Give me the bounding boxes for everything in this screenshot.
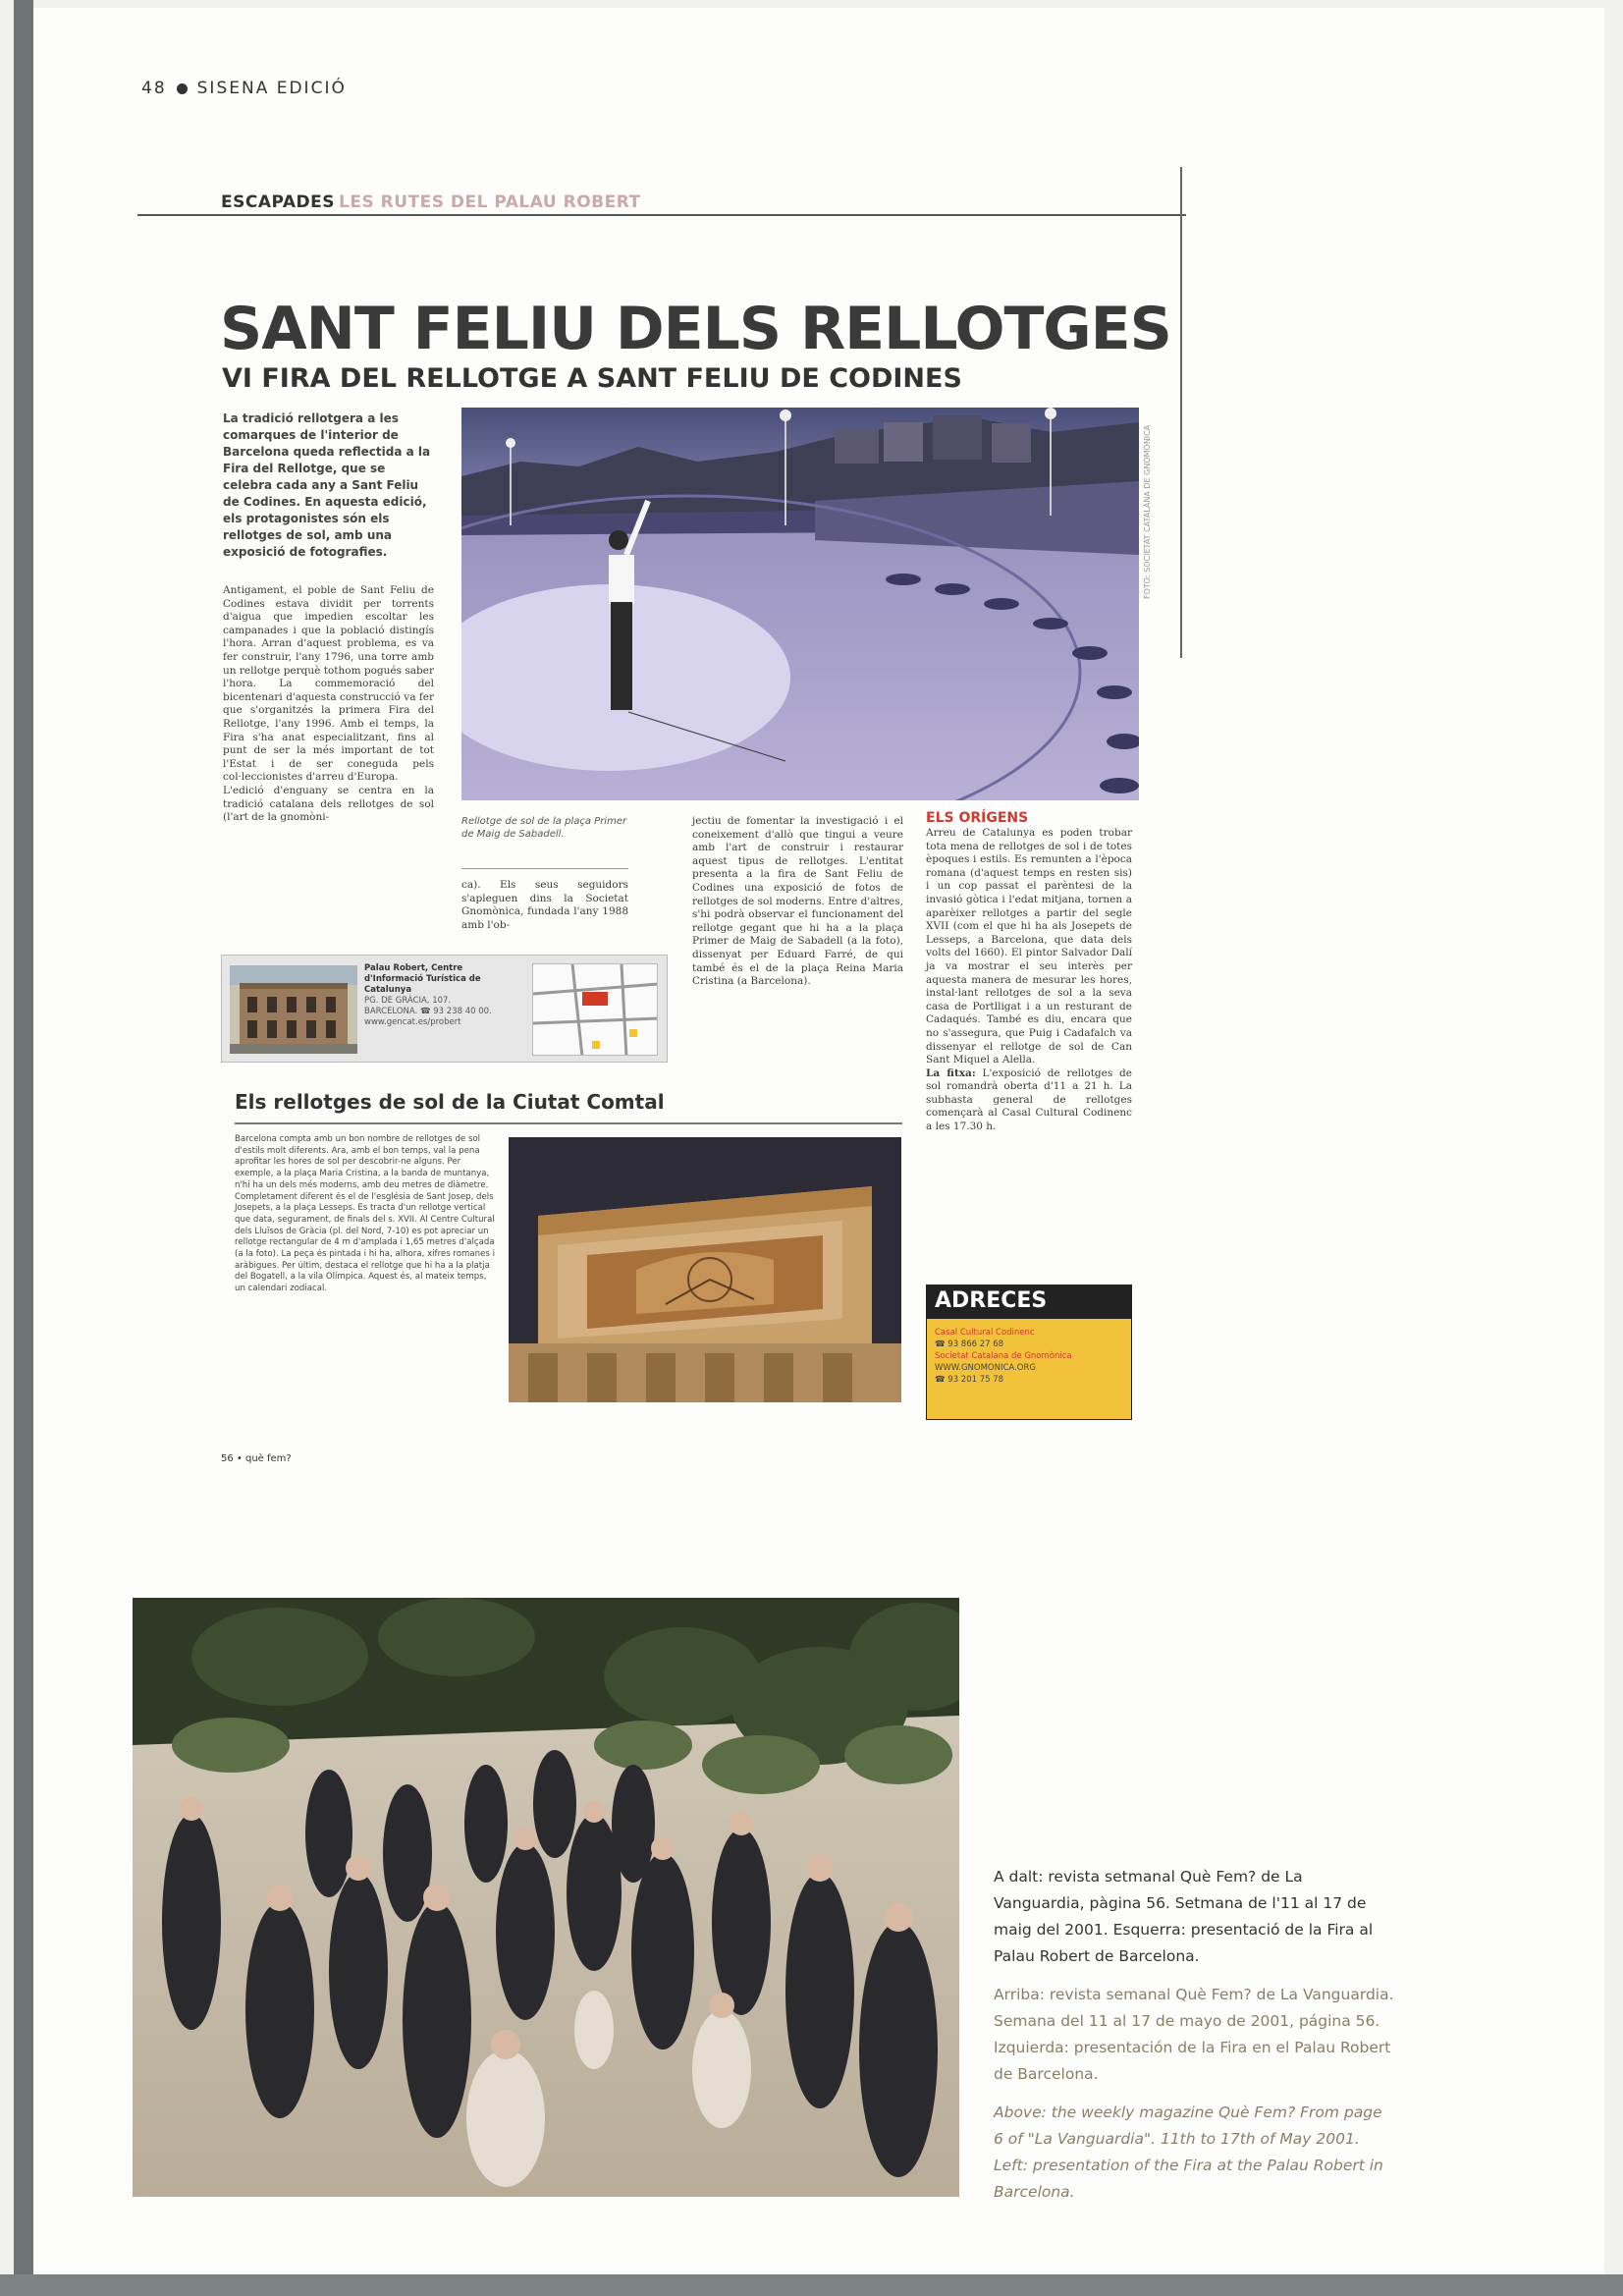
address-society-phone: ☎ 93 201 75 78 <box>935 1375 1004 1385</box>
photo-caption: Rellotge de sol de la plaça Primer de Maig de Sabadell. <box>461 816 627 840</box>
city-sundials-text: Barcelona compta amb un bon nombre de rellotges de sol d'estils molt diferents. Ara, amb el bon temps, val la pena aprofitar les hores de sol per descobrir-ne alguns. Per exemple, a la plaça Maria Cristina, a la banda de muntanya, n'hi ha un dels més moderns, amb deu metres de diàmetre. Completament diferent és el de l'església de Sant Josep, dels Josepets, a la plaça Lesseps. Es tracta d'un rellotge vertical que data, segurament, de finals del s. XVII. Al Centre Cultural dels Lluïsos de Gràcia (pl. del Nord, 7-10) es pot apreciar un rellotge rectangular de 4 m d'amplada i 1,65 metres d'alçada (a la foto). La peça és pintada i hi ha, alhora, xifres romanes i aràbigues. Per últim, destaca el rellotge que hi ha a la platja del Bogatell, a la vila Olímpica. Aquest és, al mateix temps, un calendari zodiacal. <box>235 1134 495 1294</box>
section-subtitle: LES RUTES DEL PALAU ROBERT <box>339 192 641 212</box>
city-sundials-rule <box>235 1122 902 1124</box>
palau-robert-photo <box>230 965 357 1054</box>
section-name: ESCAPADES <box>221 192 336 212</box>
scan-bottom-edge <box>0 2274 1623 2296</box>
lead-paragraph: La tradició rellotgera a les comarques de l'interior de Barcelona queda reflectida a la Fira del Rellotge, que se celebra cada any a Sant Feliu de Codines. En aquesta edició, els protagonistes són els rellotges de sol, amb una exposició de fotografies. <box>223 411 431 559</box>
page-number: 48 <box>141 79 167 98</box>
origins-column <box>926 827 1132 1134</box>
palau-robert-infobox <box>221 955 668 1063</box>
magazine-clipping <box>137 167 1186 1473</box>
scan-binding-edge <box>14 0 33 2296</box>
infobox-address: PG. DE GRÀCIA, 107. <box>364 996 452 1006</box>
body-column-1 <box>223 584 434 825</box>
infobox-phone: BARCELONA. ☎ 93 238 40 00. <box>364 1007 492 1016</box>
addresses-box <box>926 1285 1132 1420</box>
sundial-plaza-photo <box>461 408 1139 800</box>
facade-sundial-photo <box>509 1137 901 1402</box>
address-society-web: WWW.GNOMONICA.ORG <box>935 1363 1036 1373</box>
facade-image <box>509 1137 901 1402</box>
body-paragraph: Antigament, el poble de Sant Feliu de Codines estava dividit per torrents d'aigua que impedien escoltar les campanades i que la població distingís l'hora. Arran d'aquest problema, es va fer construir, l'any 1796, una torre amb un rellotge perquè tothom pogués saber l'hora. La commemoració del bicentenari d'aquesta construcció va fer que s'organitzés la primera Fira del Rellotge, l'any 1996. Amb el temps, la Fira s'ha anat especialitzant, fins al punt de ser la més important de tot l'Estat i de ser coneguda pels col·leccionistes d'arreu d'Europa. <box>223 584 434 784</box>
photo-credit: FOTO: SOCIETAT CATALANA DE GNOMÒNICA <box>1143 424 1152 599</box>
sundial-plaza-image <box>461 408 1139 800</box>
origins-heading: ELS ORÍGENS <box>926 810 1029 826</box>
addresses-list <box>927 1319 1131 1386</box>
running-head-title: SISENA EDICIÓ <box>196 79 347 98</box>
body-paragraph: jectiu de fomentar la investigació i el coneixement d'allò que tingui a veure amb l'art de construir i restaurar aquest tipus de rellotges. L'entitat presenta a la fira de Sant Feliu de Codines una exposició de fotos de rellotges de sol moderns. Entre d'altres, s'hi podrà observar el funcionament del rellotge gegant que hi ha a la plaça Primer de Maig de Sabadell (a la foto), dissenyat per Eduard Farré, de qui també és el de la plaça Reina Maria Cristina (a Barcelona). <box>692 815 903 988</box>
body-column-2 <box>461 879 628 932</box>
palau-robert-info <box>364 963 512 1028</box>
running-head <box>141 79 347 98</box>
address-venue-phone: ☎ 93 866 27 68 <box>935 1339 1004 1349</box>
palace-image <box>230 965 357 1054</box>
city-sundials-heading: Els rellotges de sol de la Ciutat Comtal <box>235 1090 665 1114</box>
caption-rule <box>461 868 628 869</box>
caption-catalan: A dalt: revista setmanal Què Fem? de La Vanguardia, pàgina 56. Setmana de l'11 al 17 de maig del 2001. Esquerra: presentació de la Fira al Palau Robert de Barcelona. <box>994 1868 1374 1965</box>
section-label <box>221 192 641 212</box>
crowd-image <box>133 1598 959 2197</box>
subheadline: VI FIRA DEL RELLOTGE A SANT FELIU DE CODINES <box>222 363 962 394</box>
infobox-title: Palau Robert, Centre d'Informació Turística de Catalunya <box>364 963 481 995</box>
body-column-3 <box>692 815 903 989</box>
map-image <box>533 964 658 1056</box>
headline: SANT FELIU DELS RELLOTGES <box>220 295 1171 363</box>
bullet-dot <box>177 83 188 94</box>
addresses-heading: ADRECES <box>927 1285 1131 1319</box>
body-paragraph: L'edició d'enguany se centra en la tradició catalana dels rellotges de sol (l'art de la gnomòni- <box>223 784 434 824</box>
fira-presentation-photo <box>133 1598 959 2197</box>
origins-paragraph: Arreu de Catalunya es poden trobar tota mena de rellotges de sol i de totes èpoques i estils. Es remunten a l'època romana (d'aquest temps en resten sis) i un cop passat el parèntesi de la invasió gòtica i l'edat mitjana, tornen a aparèixer rellotges a partir del segle XVII (com el que hi ha als Josepets de Lesseps, a Barcelona, que data dels volts del 1660). El pintor Salvador Dalí ja va mostrar el seu interès per aquesta manera de mesurar les hores, instal·lant rellotges de sol a la seva casa de Portlligat i a un resturant de Cadaqués. També es diu, encara que no s'assegura, que Puig i Cadafalch va dissenyar el rellotge de sol de Can Sant Miquel a Alella. <box>926 827 1132 1066</box>
caption-english: Above: the weekly magazine Què Fem? From page 6 of "La Vanguardia". 11th to 17th of May 2001. Left: presentation of the Fira at the Palau Robert in Barcelona. <box>994 2104 1383 2201</box>
address-society: Societat Catalana de Gnomònica <box>935 1351 1072 1361</box>
fitxa-label: La fitxa: <box>926 1066 976 1079</box>
infobox-web: www.gencat.es/probert <box>364 1017 461 1027</box>
fitxa-paragraph <box>926 1067 1132 1134</box>
section-rule <box>137 214 1186 216</box>
clipping-folio: 56 • què fem? <box>221 1453 292 1464</box>
fitxa-text: L'exposició de rellotges de sol romandrà oberta d'11 a 21 h. La subhasta general de rellotges començarà al Casal Cultural Codinenc a les 17.30 h. <box>926 1066 1132 1133</box>
body-paragraph: ca). Els seus seguidors s'apleguen dins la Societat Gnomònica, fundada l'any 1988 amb l'ob- <box>461 879 628 931</box>
location-map <box>532 963 658 1056</box>
address-venue: Casal Cultural Codinenc <box>935 1328 1035 1338</box>
caption-spanish: Arriba: revista semanal Què Fem? de La Vanguardia. Semana del 11 al 17 de mayo de 2001, página 56. Izquierda: presentación de la Fira en el Palau Robert de Barcelona. <box>994 1986 1394 2083</box>
clipping-edge-rule <box>1180 167 1182 658</box>
